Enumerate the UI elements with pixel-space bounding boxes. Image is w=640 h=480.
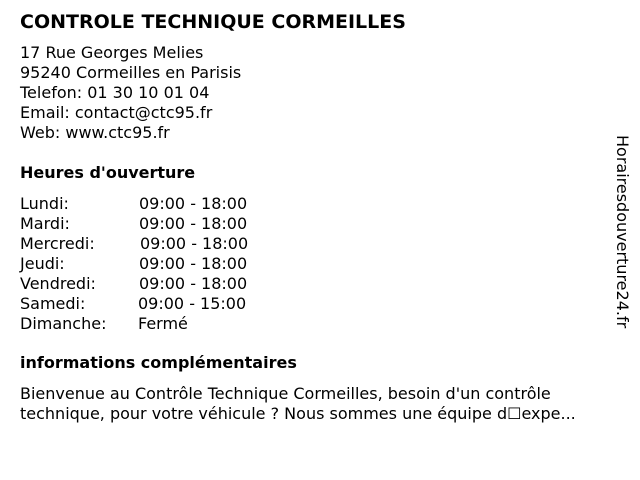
time-value: 09:00 - 18:00 — [139, 214, 248, 233]
email-line: Email: contact@ctc95.fr — [20, 103, 213, 122]
time-value: 09:00 - 18:00 — [140, 234, 249, 253]
hours-row-sunday — [20, 314, 320, 334]
time-value: 09:00 - 18:00 — [139, 254, 248, 273]
time-value: Fermé — [138, 314, 188, 333]
additional-info-text — [20, 384, 625, 424]
web-line: Web: www.ctc95.fr — [20, 123, 170, 142]
hours-row-monday — [20, 194, 320, 214]
site-watermark: Horairesdouverture24.fr — [613, 135, 632, 329]
hours-row-friday — [20, 274, 320, 294]
address-line-street: 17 Rue Georges Melies — [20, 43, 204, 62]
day-label: Samedi: — [20, 294, 86, 313]
day-label: Jeudi: — [20, 254, 65, 273]
opening-hours-heading: Heures d'ouverture — [20, 163, 196, 182]
info-line-1: Bienvenue au Contrôle Technique Cormeilles, besoin d'un contrôle — [20, 384, 551, 403]
info-line-2: technique, pour votre véhicule ? Nous sommes une équipe d☐expe... — [20, 404, 576, 423]
opening-hours-table — [20, 194, 320, 334]
business-name: CONTROLE TECHNIQUE CORMEILLES — [20, 11, 406, 33]
time-value: 09:00 - 15:00 — [138, 294, 247, 313]
day-label: Mardi: — [20, 214, 70, 233]
day-label: Mercredi: — [20, 234, 95, 253]
address-line-city: 95240 Cormeilles en Parisis — [20, 63, 242, 82]
day-label: Dimanche: — [20, 314, 107, 333]
hours-row-wednesday — [20, 234, 320, 254]
hours-row-saturday — [20, 294, 320, 314]
day-label: Vendredi: — [20, 274, 96, 293]
additional-info-heading: informations complémentaires — [20, 353, 297, 372]
time-value: 09:00 - 18:00 — [139, 194, 248, 213]
hours-row-thursday — [20, 254, 320, 274]
time-value: 09:00 - 18:00 — [139, 274, 248, 293]
hours-row-tuesday — [20, 214, 320, 234]
phone-line: Telefon: 01 30 10 01 04 — [20, 83, 210, 102]
contact-block — [20, 43, 241, 143]
day-label: Lundi: — [20, 194, 69, 213]
